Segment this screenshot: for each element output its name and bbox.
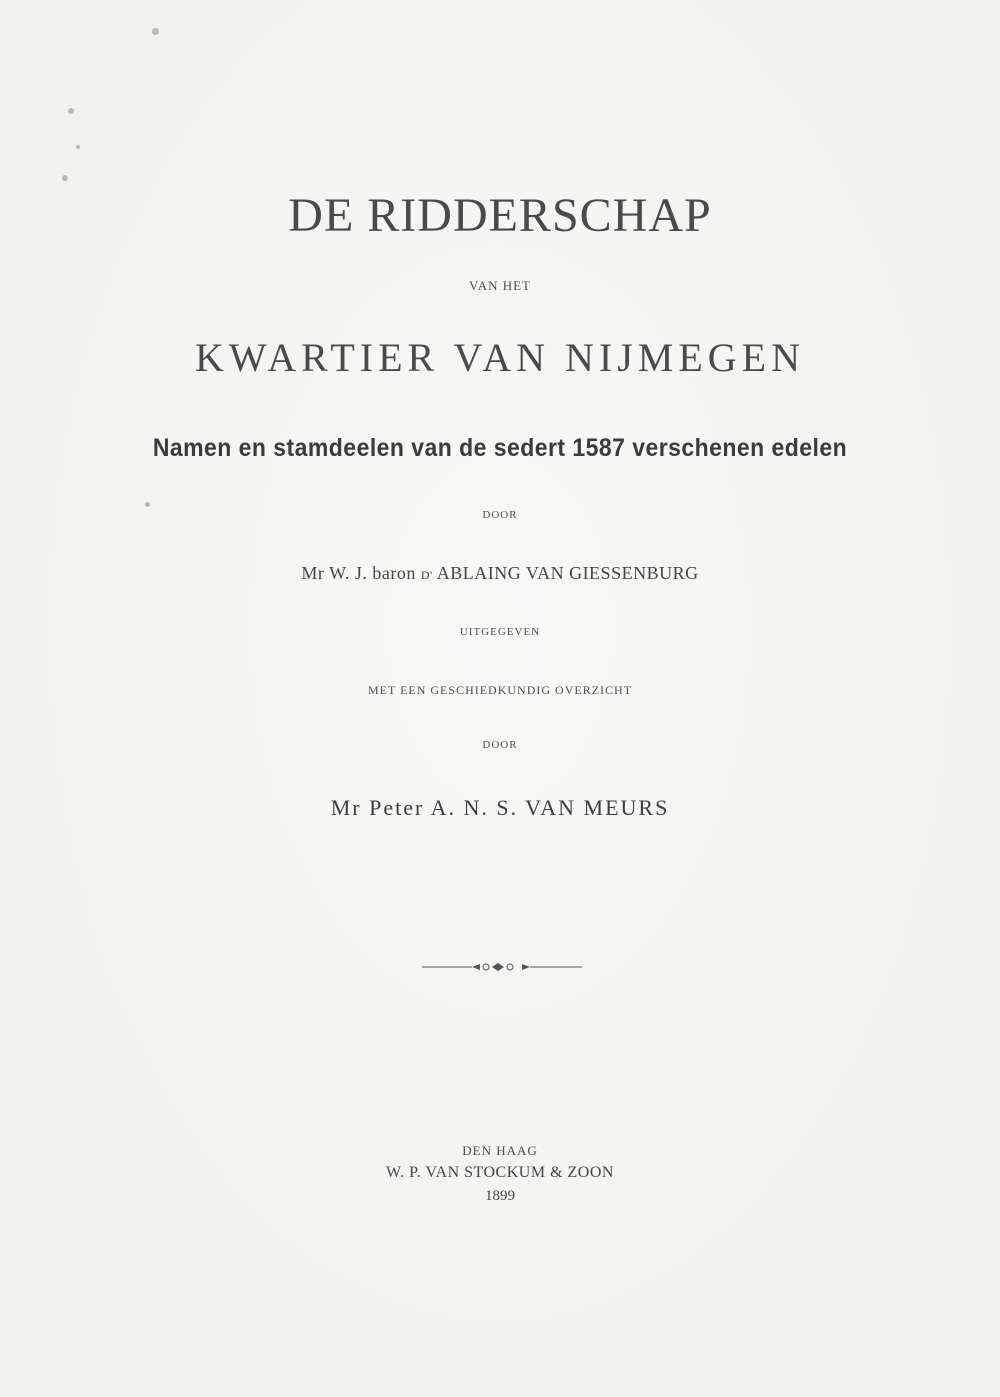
title-main: DE RIDDERSCHAP: [288, 189, 712, 242]
editor-name: Peter A. N. S. VAN MEURS: [361, 795, 670, 820]
scan-speck: [68, 108, 74, 114]
door-label-1: DOOR: [482, 509, 518, 521]
author-prefix-text: Mr: [301, 563, 325, 583]
ornament-divider-icon: [422, 960, 582, 974]
author-line: [0, 563, 1000, 584]
publisher-city: DEN HAAG: [462, 1143, 538, 1158]
title-connector: VAN HET: [468, 278, 531, 293]
author-prefix: [301, 563, 324, 583]
scan-speck: [62, 175, 68, 181]
author-name: ABLAING VAN GIESSENBURG: [432, 563, 699, 583]
subtitle: Namen en stamdeelen van de sedert 1587 verschenen edelen: [152, 434, 848, 462]
door-label-2: DOOR: [482, 739, 518, 751]
publication-year: 1899: [485, 1188, 515, 1204]
scan-speck: [152, 28, 159, 35]
uitgegeven-label: UITGEGEVEN: [459, 626, 541, 638]
editor-line: [0, 795, 1000, 821]
title-sub: KWARTIER VAN NIJMEGEN: [195, 335, 805, 380]
overview-label: MET EEN GESCHIEDKUNDIG OVERZICHT: [367, 683, 633, 697]
author-particle: D': [420, 568, 433, 582]
scan-speck: [76, 145, 80, 149]
author-initials: W. J. baron: [324, 563, 421, 583]
publisher-name: W. P. VAN STOCKUM & ZOON: [386, 1164, 614, 1181]
editor-prefix: Mr: [330, 795, 362, 820]
scan-speck: [145, 502, 150, 507]
